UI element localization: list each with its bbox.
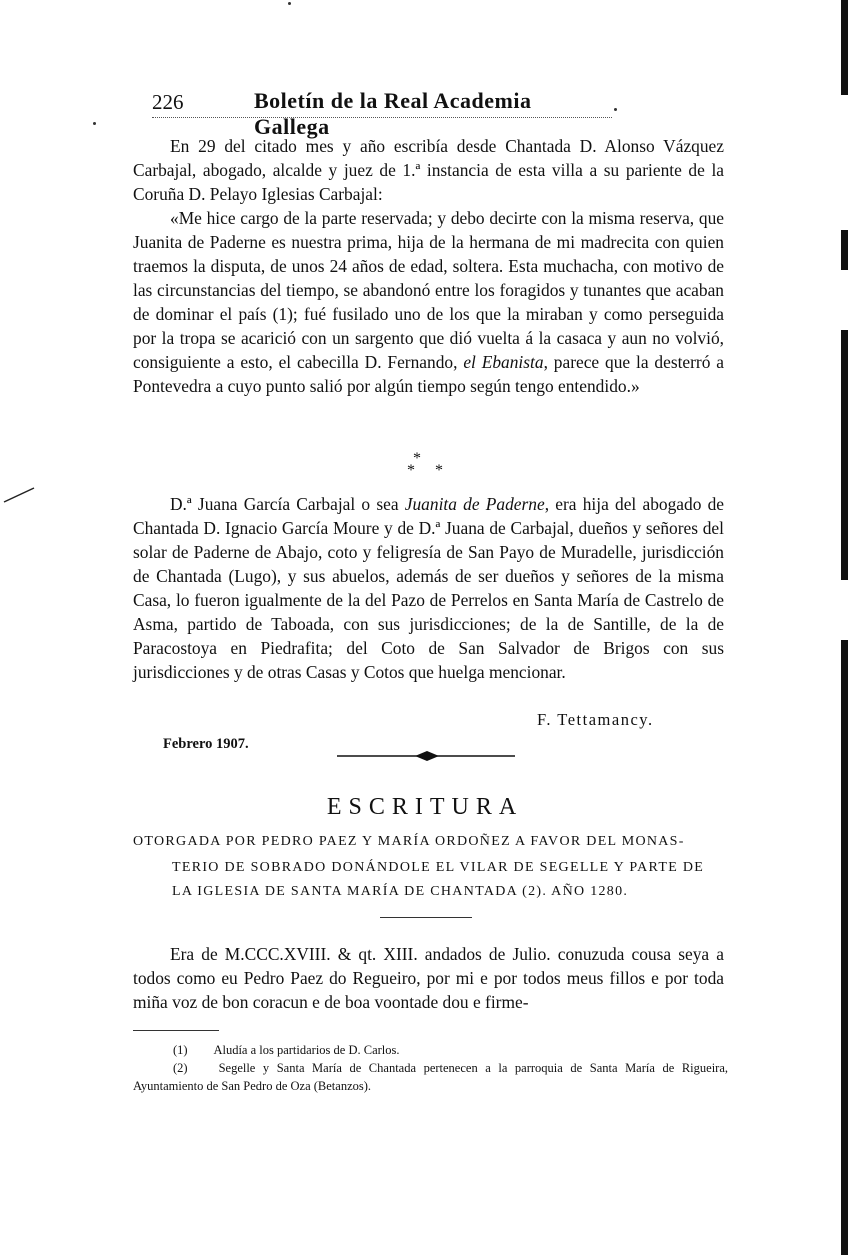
running-header xyxy=(152,88,612,139)
header-rule xyxy=(152,117,612,118)
footnote-rule xyxy=(133,1030,219,1031)
running-title: Boletín de la Real Academia Gallega xyxy=(254,88,532,139)
paragraph-text: D.ª Juana García Carbajal o sea Juanita de Paderne, era hija del abogado de Chantada D. Ignacio García Moure y de D.ª Juana de Carbajal, dueños y señores del solar de Paderne de Abajo, coto y feligresía de San Payo de Muradelle, jurisdicción de Chantada (Lugo), y sus abuelos, además de ser dueños y señores de la misma Casa, lo fueron igualmente de la del Pazo de Perrelos en Santa María de Castrelo de Asma, partido de Taboada, con sus jurisdicciones; de la de Santille, de la de Paracostoya en Piedrafita; del Coto de San Salvador de Brigos con sus jurisdicciones y de otras Casas y Cotos que huelga mencionar. xyxy=(133,494,725,682)
pen-mark xyxy=(0,480,40,520)
star-mark: * xyxy=(407,462,415,479)
ink-speck xyxy=(288,2,291,5)
paragraph-2-quote xyxy=(133,206,724,398)
star-mark: * xyxy=(435,462,443,479)
paragraph-4 xyxy=(133,942,724,1014)
ink-speck xyxy=(93,122,96,125)
paragraph-text: «Me hice cargo de la parte reservada; y debo decirte con la misma reserva, que Juanita de Paderne es nuestra prima, hija de la hermana de mi madrecita con quien traemos la disputa, de unos 24 años de edad, soltera. Esta muchacha, con motivo de las circunstancias del tiempo, se abandonó entre los foragidos y tunantes que acaban de dominar el país (1); fué fusilado uno de los que la miraban y como perseguida por la tropa se acarició con un sargento que dió vuelta á la casaca y aun no volvió, consiguiente a esto, el cabecilla D. Fernando, el Ebanista, parece que la desterró a Pontevedra a cuyo punto salió por algún tiempo según tengo entendido.» xyxy=(133,208,725,396)
footnote-text: Aludía a los partidarios de D. Carlos. xyxy=(213,1043,400,1057)
paragraph-text: En 29 del citado mes y año escribía desde Chantada D. Alonso Vázquez Carbajal, abogado, alcalde y juez de 1.ª instancia de esta villa a su pariente de la Coruña D. Pelayo Iglesias Carbajal: xyxy=(133,136,724,204)
page-edge-shadow xyxy=(838,0,850,1255)
star-mark: * xyxy=(413,450,421,467)
section-subtitle-line: TERIO DE SOBRADO DONÁNDOLE EL VILAR DE SEGELLE Y PARTE DE xyxy=(172,860,705,875)
dateline: Febrero 1907. xyxy=(163,736,249,752)
footnote xyxy=(133,1059,728,1095)
footnote-mark: (2) xyxy=(173,1061,188,1075)
section-heading: ESCRITURA xyxy=(326,794,524,820)
italic-phrase: el Ebanista xyxy=(463,352,544,372)
paragraph-3 xyxy=(133,492,724,684)
ornamental-rule xyxy=(337,750,515,762)
footnote xyxy=(133,1041,728,1059)
page-number: 226 xyxy=(152,90,184,114)
section-subtitle-line: OTORGADA POR PEDRO PAEZ Y MARÍA ORDOÑEZ A FAVOR DEL MONAS- xyxy=(133,834,685,849)
section-separator-stars xyxy=(395,450,455,480)
paragraph-text: Era de M.CCC.XVIII. & qt. XIII. andados de Julio. conuzuda cousa seya a todos como eu Pedro Paez do Regueiro, por mi e por todos meus fillos e por toda miña voz de bon coracun e de boa voontade dou e firme- xyxy=(133,944,724,1012)
paragraph-1 xyxy=(133,134,724,206)
author-signature: F. Tettamancy. xyxy=(537,710,654,729)
italic-phrase: Juanita de Paderne xyxy=(404,494,545,514)
section-rule xyxy=(380,917,472,918)
ink-speck xyxy=(614,108,617,111)
footnote-mark: (1) xyxy=(173,1043,188,1057)
footnote-text: Segelle y Santa María de Chantada pertenecen a la parroquia de Santa María de Rigueira, Ayuntamiento de San Pedro de Oza (Betanzos). xyxy=(133,1061,728,1093)
section-subtitle-line: LA IGLESIA DE SANTA MARÍA DE CHANTADA (2). AÑO 1280. xyxy=(172,884,629,899)
